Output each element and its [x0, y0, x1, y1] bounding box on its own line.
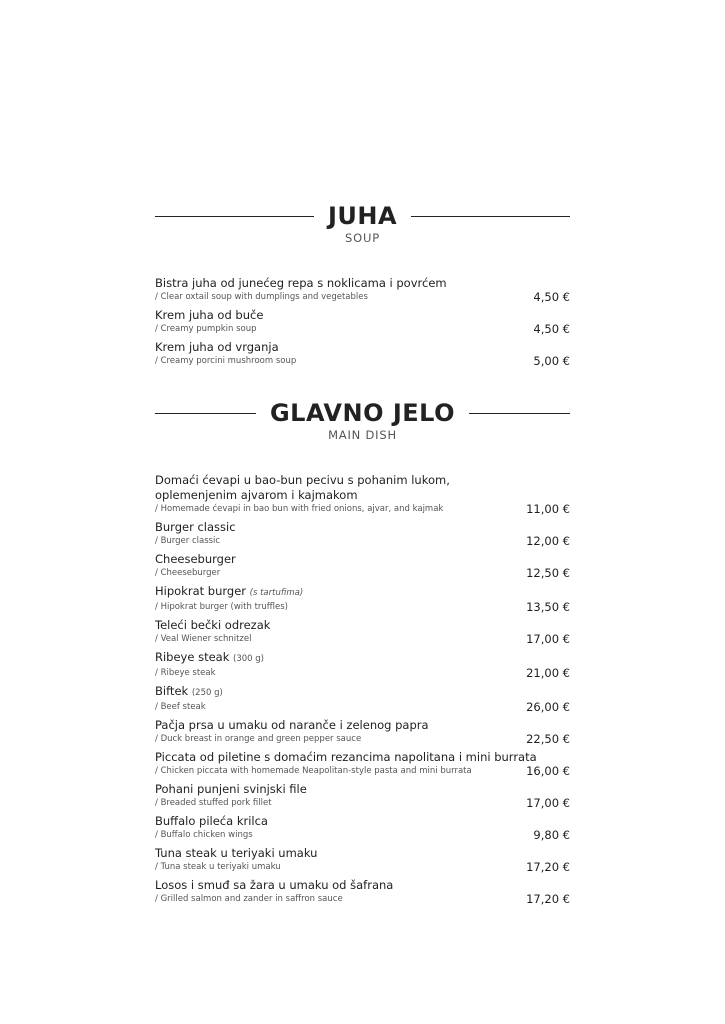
item-translation: / Breaded stuffed pork fillet [155, 798, 272, 808]
menu-item [155, 684, 570, 713]
item-price: 17,00 € [526, 632, 570, 646]
item-name: Teleći bečki odrezak [155, 618, 271, 632]
section-title: GLAVNO JELO [269, 399, 456, 427]
section-subtitle: MAIN DISH [328, 428, 397, 442]
section-subtitle: SOUP [345, 231, 380, 245]
item-price: 17,20 € [526, 892, 570, 906]
item-translation: / Chicken piccata with homemade Neapolitan-style pasta and mini burrata [155, 766, 472, 776]
menu-item [155, 718, 570, 745]
item-name: Cheeseburger [155, 552, 236, 566]
item-price: 11,00 € [526, 502, 570, 516]
item-price: 26,00 € [526, 700, 570, 714]
item-price: 17,20 € [526, 860, 570, 874]
menu-item [155, 520, 570, 547]
item-name: Domaći ćevapi u bao-bun pecivu s pohanim lukom, oplemenjenim ajvarom i kajmakom [155, 473, 450, 502]
item-translation: / Beef steak [155, 702, 206, 712]
menu-item [155, 782, 570, 809]
divider-line [469, 413, 570, 414]
divider-line [411, 216, 570, 217]
item-translation: / Burger classic [155, 536, 221, 546]
item-translation: / Clear oxtail soup with dumplings and vegetables [155, 292, 368, 302]
section-title: JUHA [327, 202, 398, 230]
item-translation: / Veal Wiener schnitzel [155, 634, 252, 644]
menu-item [155, 878, 570, 905]
item-translation: / Creamy porcini mushroom soup [155, 356, 297, 366]
item-name: Hipokrat burger (s tartufima) [155, 584, 304, 598]
item-name: Krem juha od vrganja [155, 340, 279, 354]
menu-item [155, 814, 570, 841]
item-name: Pohani punjeni svinjski file [155, 782, 307, 796]
menu-item [155, 750, 570, 777]
item-price: 4,50 € [533, 290, 570, 304]
item-name: Biftek (250 g) [155, 684, 223, 698]
item-translation: / Duck breast in orange and green pepper sauce [155, 734, 362, 744]
menu-item [155, 276, 570, 303]
menu-item [155, 650, 570, 679]
menu-item [155, 473, 570, 515]
item-name: Pačja prsa u umaku od naranče i zelenog papra [155, 718, 429, 732]
item-translation: / Tuna steak u teriyaki umaku [155, 862, 281, 872]
item-translation: / Creamy pumpkin soup [155, 324, 257, 334]
item-note: (300 g) [233, 654, 265, 664]
item-note: (s tartufima) [249, 588, 304, 598]
item-price: 13,50 € [526, 600, 570, 614]
menu-item [155, 846, 570, 873]
divider-line [155, 413, 256, 414]
item-name: Tuna steak u teriyaki umaku [155, 846, 318, 860]
item-translation: / Cheeseburger [155, 568, 221, 578]
menu-item [155, 308, 570, 335]
item-name: Ribeye steak (300 g) [155, 650, 265, 664]
item-name: Krem juha od buče [155, 308, 264, 322]
item-price: 4,50 € [533, 322, 570, 336]
section-header-main-dish [155, 398, 570, 442]
item-name: Burger classic [155, 520, 236, 534]
divider-line [155, 216, 314, 217]
item-translation: / Hipokrat burger (with truffles) [155, 602, 288, 612]
item-translation: / Homemade ćevapi in bao bun with fried onions, ajvar, and kajmak [155, 504, 444, 514]
item-price: 12,00 € [526, 534, 570, 548]
item-price: 21,00 € [526, 666, 570, 680]
menu-item [155, 618, 570, 645]
section-header-soup [155, 201, 570, 245]
item-price: 9,80 € [533, 828, 570, 842]
item-note: (250 g) [191, 688, 223, 698]
menu-item [155, 584, 570, 613]
item-translation: / Buffalo chicken wings [155, 830, 253, 840]
item-price: 17,00 € [526, 796, 570, 810]
item-name: Piccata od piletine s domaćim rezancima napolitana i mini burrata [155, 750, 537, 764]
item-price: 12,50 € [526, 566, 570, 580]
main-dish-list [155, 473, 570, 905]
item-translation: / Ribeye steak [155, 668, 216, 678]
soup-list [155, 276, 570, 367]
item-price: 22,50 € [526, 732, 570, 746]
item-name: Bistra juha od junećeg repa s noklicama i povrćem [155, 276, 447, 290]
item-price: 5,00 € [533, 354, 570, 368]
menu-item [155, 552, 570, 579]
item-name: Losos i smuđ sa žara u umaku od šafrana [155, 878, 394, 892]
menu-item [155, 340, 570, 367]
item-translation: / Grilled salmon and zander in saffron sauce [155, 894, 343, 904]
item-price: 16,00 € [526, 764, 570, 778]
item-name: Buffalo pileća krilca [155, 814, 268, 828]
